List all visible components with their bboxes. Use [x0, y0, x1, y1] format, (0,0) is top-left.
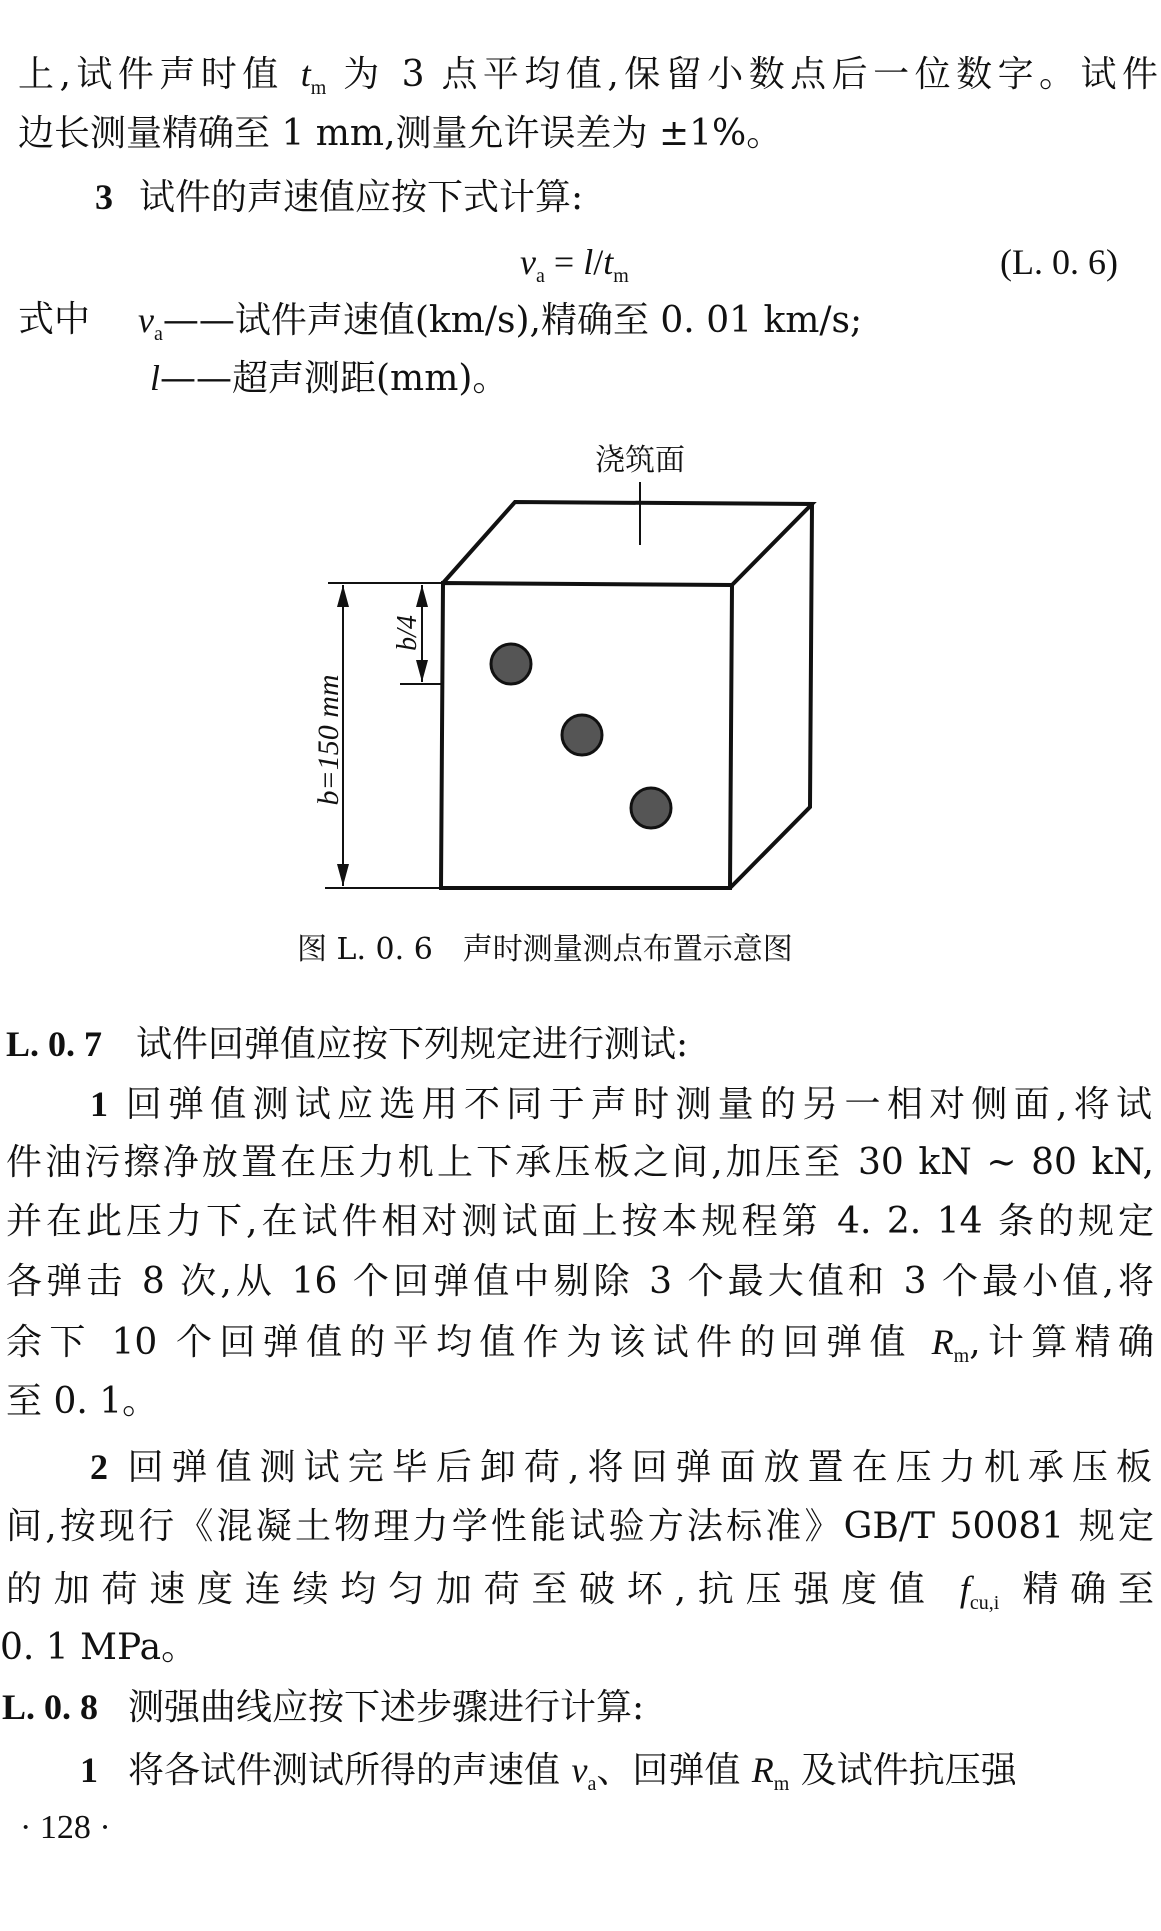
- var-l: l: [583, 242, 594, 282]
- item-number: 2: [90, 1447, 108, 1487]
- text: ,计算精确: [969, 1322, 1154, 1363]
- paragraph-line: 件油污擦净放置在压力机上下承压板之间,加压至 30 kN ~ 80 kN,: [6, 1142, 1154, 1183]
- paragraph-line: 至 0. 1。: [6, 1381, 159, 1422]
- test-point-2: [562, 715, 602, 755]
- paragraph-line: [6, 1320, 1154, 1378]
- figure-caption: [297, 928, 793, 972]
- var-l: l: [150, 358, 161, 398]
- pour-surface-label: 浇筑面: [595, 444, 685, 477]
- var-t: t: [300, 54, 311, 94]
- subscript: m: [613, 265, 629, 287]
- item-text: 试件的声速值应按下式计算:: [139, 177, 584, 218]
- test-point-1: [491, 644, 531, 684]
- var-t: t: [603, 242, 614, 282]
- text: 精确至: [999, 1569, 1155, 1610]
- item-number: 1: [80, 1750, 98, 1790]
- equation-number: (L. 0. 6): [1000, 242, 1118, 282]
- var-v: v: [571, 1750, 588, 1790]
- test-point-3: [631, 788, 671, 828]
- section-L07-heading: [6, 1022, 688, 1067]
- text: 上,试件声时值: [18, 54, 301, 95]
- caption-number: 图 L. 0. 6: [297, 932, 433, 967]
- item-number: 1: [90, 1084, 108, 1124]
- text: 余下 10 个回弹值的平均值作为该试件的回弹值: [6, 1322, 932, 1363]
- section-number: L. 0. 8: [2, 1687, 99, 1727]
- subscript: m: [773, 1773, 790, 1795]
- slash: /: [593, 242, 604, 282]
- item2-line1: [90, 1445, 1152, 1490]
- subscript: a: [587, 1773, 597, 1795]
- text: 的加荷速度连续均匀加荷至破坏,抗压强度值: [6, 1569, 960, 1610]
- section-title: 测强曲线应按下述步骤进行计算:: [128, 1687, 645, 1728]
- paragraph-line: 边长测量精确至 1 mm,测量允许误差为 ±1%。: [18, 113, 783, 154]
- where-label: 式中: [18, 299, 91, 340]
- text: 为 3 点平均值,保留小数点后一位数字。试件: [326, 54, 1158, 95]
- paragraph-line: 0. 1 MPa。: [0, 1627, 198, 1668]
- page-number: · 128 ·: [20, 1809, 111, 1846]
- subscript: a: [535, 265, 545, 287]
- text: 将各试件测试所得的声速值: [128, 1750, 572, 1791]
- text: 回弹值测试应选用不同于声时测量的另一相对侧面,将试: [125, 1084, 1152, 1125]
- text: 、回弹值: [596, 1750, 752, 1791]
- section-L08-heading: [2, 1685, 644, 1730]
- dim-full-label: b=150 mm: [312, 674, 345, 806]
- L08-item1: [80, 1748, 1017, 1806]
- var-f: f: [959, 1569, 970, 1609]
- var-v: v: [138, 300, 154, 340]
- section-title: 试件回弹值应按下列规定进行测试:: [136, 1024, 689, 1065]
- definition: ——超声测距(mm)。: [160, 358, 509, 399]
- var-R: R: [931, 1322, 954, 1362]
- var-v: v: [520, 242, 536, 282]
- text: 及试件抗压强: [789, 1750, 1017, 1791]
- subscript: m: [953, 1345, 970, 1367]
- definition: ——试件声速值(km/s),精确至 0. 01 km/s;: [162, 300, 863, 341]
- paragraph-line: 并在此压力下,在试件相对测试面上按本规程第 4. 2. 14 条的规定: [6, 1201, 1154, 1242]
- paragraph-line: 各弹击 8 次,从 16 个回弹值中剔除 3 个最大值和 3 个最小值,将: [6, 1261, 1154, 1302]
- paragraph-line: 间,按现行《混凝土物理力学性能试验方法标准》GB/T 50081 规定: [6, 1506, 1154, 1547]
- subscript: cu,i: [969, 1592, 1000, 1614]
- item-number: 3: [95, 177, 113, 217]
- text: 回弹值测试完毕后卸荷,将回弹面放置在压力机承压板: [127, 1447, 1152, 1488]
- equals: =: [544, 242, 584, 282]
- section-number: L. 0. 7: [6, 1024, 103, 1064]
- caption-text: 声时测量测点布置示意图: [462, 932, 793, 967]
- subscript: m: [310, 77, 327, 99]
- subscript: a: [153, 323, 163, 345]
- var-R: R: [751, 1750, 774, 1790]
- paragraph-line: [6, 1567, 1154, 1625]
- dim-quarter-label: b/4: [392, 615, 423, 651]
- item1-line1: [90, 1082, 1152, 1127]
